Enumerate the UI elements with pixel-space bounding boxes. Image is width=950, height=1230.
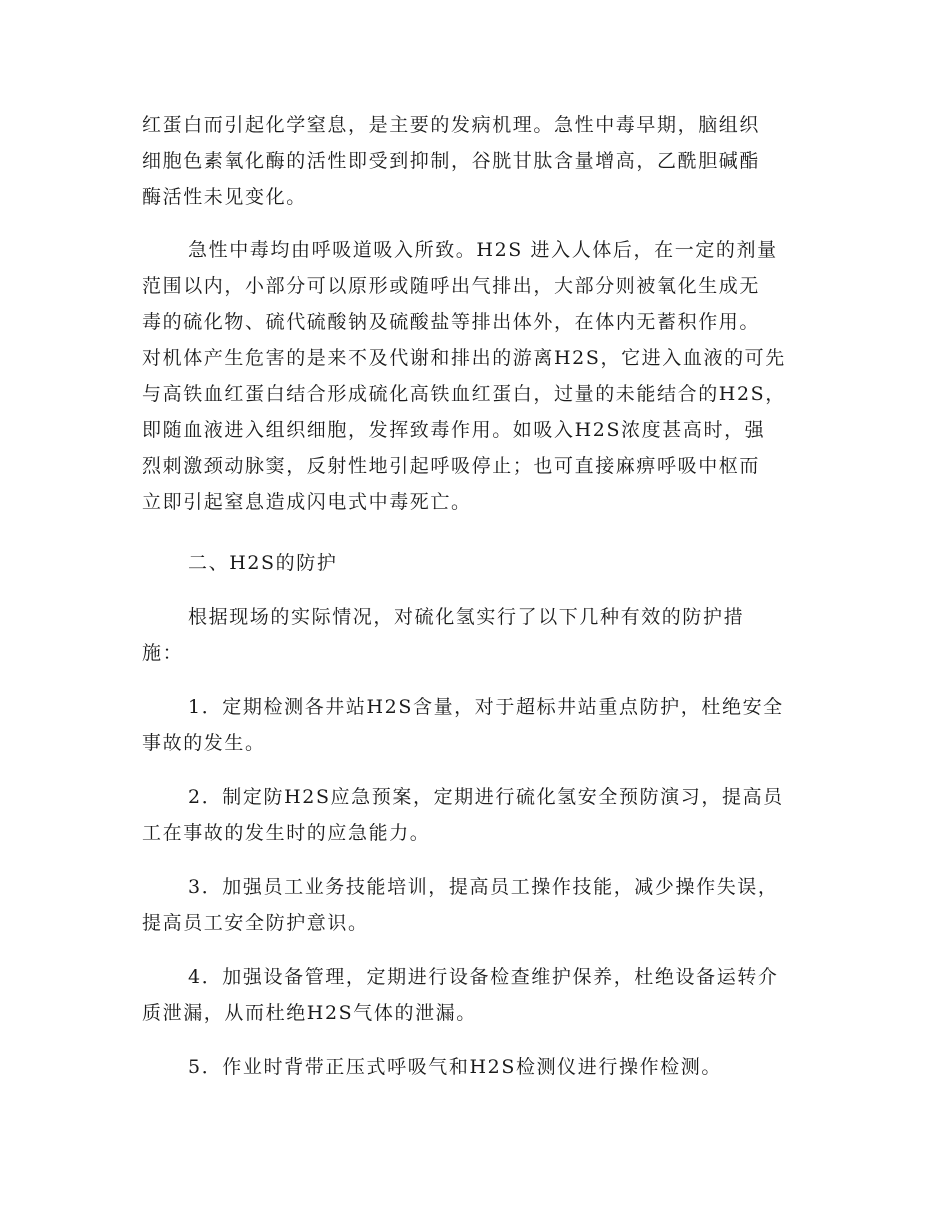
text-line: 与高铁血红蛋白结合形成硫化高铁血红蛋白，过量的未能结合的H2S， xyxy=(142,383,786,405)
text-line: 提高员工安全防护意识。 xyxy=(142,912,369,934)
heading-text: 二、H2S的防护 xyxy=(188,552,338,574)
text-line: 急性中毒均由呼吸道吸入所致。H2S 进入人体后，在一定的剂量 xyxy=(188,239,778,261)
text-line: 烈刺激颈动脉窦，反射性地引起呼吸停止；也可直接麻痹呼吸中枢而 xyxy=(142,455,761,477)
list-item-4 xyxy=(142,959,822,1031)
text-line: 工在事故的发生时的应急能力。 xyxy=(142,822,431,844)
text-line: 酶活性未见变化。 xyxy=(142,186,307,208)
text-line: 1．定期检测各井站H2S含量，对于超标井站重点防护，杜绝安全 xyxy=(188,696,784,718)
text-line: 3．加强员工业务技能培训，提高员工操作技能，减少操作失误， xyxy=(188,876,779,898)
text-line: 毒的硫化物、硫代硫酸钠及硫酸盐等排出体外，在体内无蓄积作用。 xyxy=(142,311,761,333)
text-line: 2．制定防H2S应急预案，定期进行硫化氢安全预防演习，提高员 xyxy=(188,786,784,808)
text-line: 对机体产生危害的是来不及代谢和排出的游离H2S，它进入血液的可先 xyxy=(142,347,786,369)
text-line: 事故的发生。 xyxy=(142,732,266,754)
text-line: 根据现场的实际情况，对硫化氢实行了以下几种有效的防护措 xyxy=(188,606,745,628)
text-line: 5．作业时背带正压式呼吸气和H2S检测仪进行操作检测。 xyxy=(188,1056,722,1078)
text-line: 质泄漏，从而杜绝H2S气体的泄漏。 xyxy=(142,1002,477,1024)
paragraph-acute-poisoning xyxy=(142,232,822,520)
text-line: 细胞色素氧化酶的活性即受到抑制，谷胱甘肽含量增高，乙酰胆碱酯 xyxy=(142,150,761,172)
list-item-3 xyxy=(142,869,822,941)
list-item-2 xyxy=(142,779,822,851)
list-item-5 xyxy=(142,1049,822,1085)
text-line: 范围以内，小部分可以原形或随呼出气排出，大部分则被氧化生成无 xyxy=(142,275,761,297)
text-line: 立即引起窒息造成闪电式中毒死亡。 xyxy=(142,491,472,513)
text-line: 红蛋白而引起化学窒息，是主要的发病机理。急性中毒早期，脑组织 xyxy=(142,114,761,136)
section-heading xyxy=(142,545,822,581)
text-line: 4．加强设备管理，定期进行设备检查维护保养，杜绝设备运转介 xyxy=(188,966,779,988)
text-line: 施： xyxy=(142,642,184,664)
list-item-1 xyxy=(142,689,822,761)
text-line: 即随血液进入组织细胞，发挥致毒作用。如吸入H2S浓度甚高时，强 xyxy=(142,419,766,441)
paragraph-mechanism xyxy=(142,107,822,215)
paragraph-intro-measures xyxy=(142,599,822,671)
